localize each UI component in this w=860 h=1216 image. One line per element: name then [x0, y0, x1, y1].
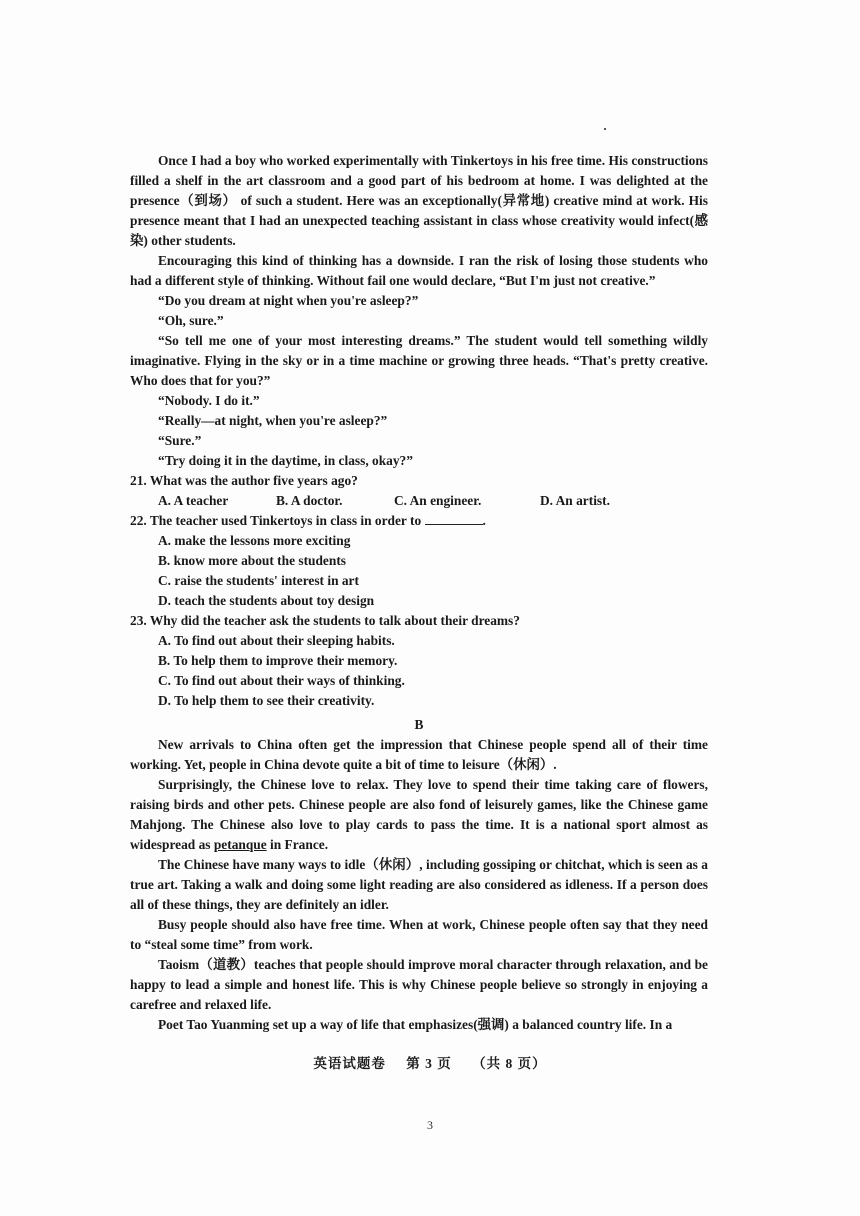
- question-22-stem: [130, 511, 708, 531]
- section-b-heading: B: [414, 717, 424, 732]
- question-21-option-b: B. A doctor.: [276, 493, 343, 508]
- question-22-option-d: D. teach the students about toy design: [158, 593, 375, 608]
- question-23-stem: 23. Why did the teacher ask the students to talk about their dreams?: [130, 613, 520, 628]
- question-22-stem-end: .: [482, 513, 486, 528]
- question-21-option-d: D. An artist.: [540, 493, 610, 508]
- passage-a-paragraph-3: “So tell me one of your most interesting dreams.” The student would tell something wildly imaginative. Flying in the sky or in a time machine or growing three heads. “That's pretty creative. Who does that for you?”: [130, 333, 708, 388]
- footer-page: 第 3 页: [406, 1056, 452, 1071]
- passage-a-paragraph-2: Encouraging this kind of thinking has a downside. I ran the risk of losing those students who had a different style of thinking. Without fail one would declare, “But I'm just not creative.”: [130, 253, 708, 288]
- question-22-stem-text: 22. The teacher used Tinkertoys in class in order to: [130, 513, 422, 528]
- question-23-option-d: D. To help them to see their creativity.: [158, 693, 375, 708]
- page-number: 3: [427, 1118, 433, 1132]
- question-23-option-c: C. To find out about their ways of thinking.: [158, 673, 405, 688]
- passage-b-paragraph-2: [130, 775, 708, 855]
- dialogue-line: “Oh, sure.”: [158, 313, 224, 328]
- question-21-option-a: A. A teacher: [158, 493, 229, 508]
- answer-blank: [425, 512, 483, 525]
- dialogue-line: “Nobody. I do it.”: [158, 393, 260, 408]
- passage-b-paragraph-6: Poet Tao Yuanming set up a way of life that emphasizes(强调) a balanced country life. In a: [158, 1017, 673, 1032]
- question-22-option-c: C. raise the students' interest in art: [158, 573, 359, 588]
- question-21-stem: 21. What was the author five years ago?: [130, 473, 358, 488]
- dialogue-line: “Really—at night, when you're asleep?”: [158, 413, 388, 428]
- passage-a-paragraph-1: Once I had a boy who worked experimentally with Tinkertoys in his free time. His constructions filled a shelf in the art classroom and a good part of his bedroom at home. I was delighted at the presence（到场） of such a student. Here was an exceptionally(异常地) creative mind at work. His presence meant that I had an unexpected teaching assistant in class whose creativity would infect(感染) other students.: [130, 153, 708, 248]
- question-22-option-b: B. know more about the students: [158, 553, 346, 568]
- question-21-option-c: C. An engineer.: [394, 493, 482, 508]
- dialogue-line: “Sure.”: [158, 433, 202, 448]
- footer-total: （共 8 页）: [472, 1056, 547, 1071]
- question-23-option-a: A. To find out about their sleeping habits.: [158, 633, 395, 648]
- page-content: [130, 151, 708, 1035]
- question-22-option-a: A. make the lessons more exciting: [158, 533, 351, 548]
- footer-title: 英语试题卷: [313, 1056, 386, 1071]
- passage-b-paragraph-2-end: in France.: [270, 837, 329, 852]
- page-footer: [0, 1052, 860, 1072]
- question-21-options: [130, 491, 708, 511]
- dialogue-line: “Try doing it in the daytime, in class, okay?”: [158, 453, 413, 468]
- scan-speck: [604, 128, 606, 130]
- passage-b-paragraph-5: Taoism（道教）teaches that people should improve moral character through relaxation, and be happy to lead a simple and honest life. This is why Chinese people believe so strongly in enjoying a carefree and relaxed life.: [130, 957, 708, 1012]
- passage-b-paragraph-3: The Chinese have many ways to idle（休闲）, including gossiping or chitchat, which is seen as a true art. Taking a walk and doing some light reading are also considered as idleness. If a person does all of these things, they are definitely an idler.: [130, 857, 708, 912]
- passage-b-paragraph-1: New arrivals to China often get the impression that Chinese people spend all of their time working. Yet, people in China devote quite a bit of time to leisure（休闲）.: [130, 737, 708, 772]
- passage-b-paragraph-4: Busy people should also have free time. When at work, Chinese people often say that they need to “steal some time” from work.: [130, 917, 708, 952]
- passage-b-paragraph-2-text: Surprisingly, the Chinese love to relax. They love to spend their time taking care of flowers, raising birds and other pets. Chinese people are also fond of leisurely games, like the Chinese game Mahjong. The Chinese also love to play cards to pass the time. It is a national sport almost as widespread as: [130, 777, 708, 852]
- question-23-option-b: B. To help them to improve their memory.: [158, 653, 398, 668]
- underlined-word-petanque: petanque: [213, 837, 267, 852]
- dialogue-line: “Do you dream at night when you're asleep?”: [158, 293, 419, 308]
